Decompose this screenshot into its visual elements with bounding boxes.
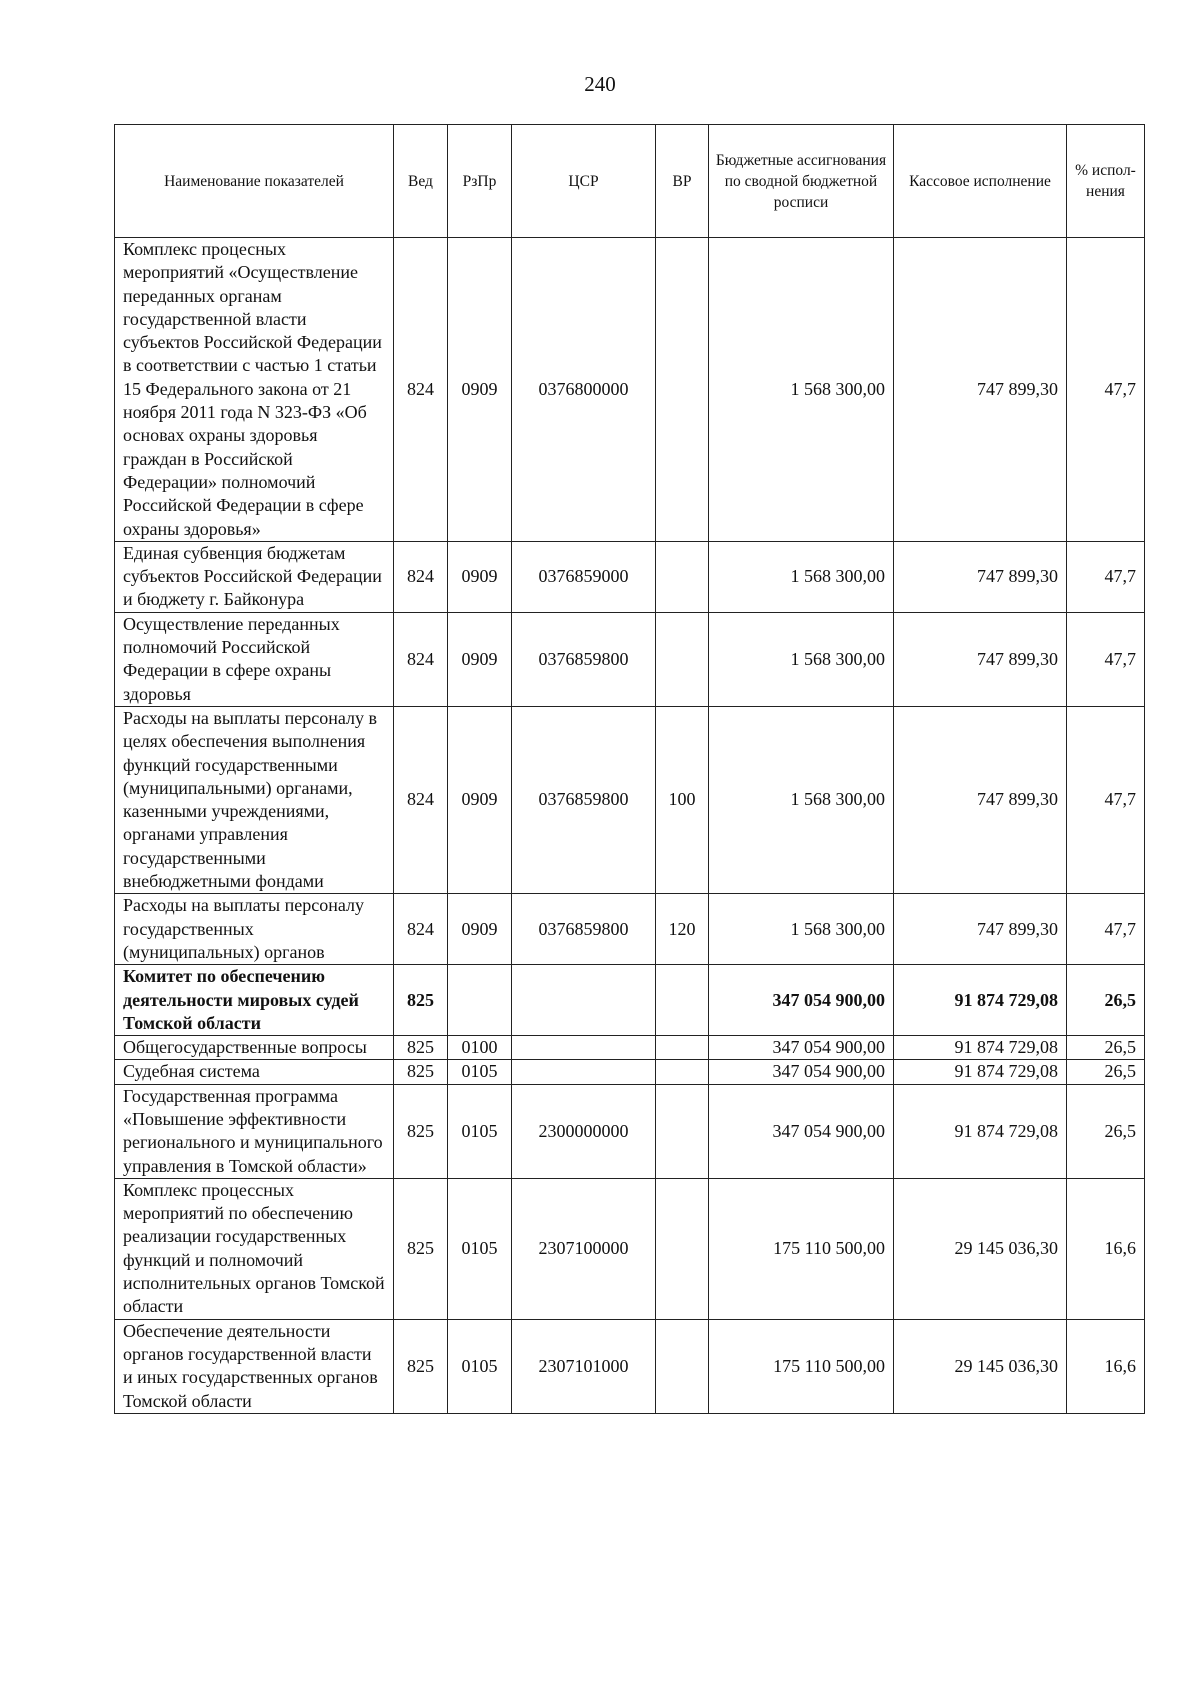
cell-csr xyxy=(512,1060,656,1084)
cell-ved: 824 xyxy=(394,612,448,706)
cell-cash: 747 899,30 xyxy=(894,894,1067,965)
table-row xyxy=(115,1036,1145,1060)
header-rzpr: РзПр xyxy=(448,125,512,238)
table-row xyxy=(115,1178,1145,1319)
cell-csr: 0376859800 xyxy=(512,612,656,706)
cell-cash: 91 874 729,08 xyxy=(894,965,1067,1036)
cell-rzpr: 0105 xyxy=(448,1319,512,1413)
cell-ved: 825 xyxy=(394,1319,448,1413)
cell-csr: 0376859800 xyxy=(512,894,656,965)
cell-name: Комитет по обеспечению деятельности мировых судей Томской области xyxy=(115,965,394,1036)
cell-budget: 347 054 900,00 xyxy=(709,1060,894,1084)
cell-csr: 0376800000 xyxy=(512,238,656,542)
cell-name: Единая субвенция бюджетам субъектов Российской Федерации и бюджету г. Байконура xyxy=(115,541,394,612)
cell-csr xyxy=(512,1036,656,1060)
cell-cash: 747 899,30 xyxy=(894,612,1067,706)
cell-ved: 824 xyxy=(394,238,448,542)
table-row xyxy=(115,541,1145,612)
cell-percent: 47,7 xyxy=(1067,238,1145,542)
cell-name: Государственная программа «Повышение эффективности регионального и муниципального управления в Томской области» xyxy=(115,1084,394,1178)
cell-percent: 47,7 xyxy=(1067,541,1145,612)
cell-percent: 26,5 xyxy=(1067,1060,1145,1084)
cell-vr xyxy=(656,965,709,1036)
cell-csr: 0376859000 xyxy=(512,541,656,612)
cell-ved: 825 xyxy=(394,1060,448,1084)
cell-budget: 1 568 300,00 xyxy=(709,612,894,706)
cell-ved: 825 xyxy=(394,1036,448,1060)
cell-csr xyxy=(512,965,656,1036)
table-row xyxy=(115,238,1145,542)
cell-name: Расходы на выплаты персоналу государственных (муниципальных) органов xyxy=(115,894,394,965)
cell-vr: 100 xyxy=(656,706,709,893)
budget-execution-table xyxy=(114,124,1145,1414)
page-number: 240 xyxy=(584,72,616,96)
cell-rzpr: 0100 xyxy=(448,1036,512,1060)
cell-budget: 1 568 300,00 xyxy=(709,541,894,612)
cell-vr xyxy=(656,612,709,706)
cell-budget: 347 054 900,00 xyxy=(709,1084,894,1178)
cell-name: Комплекс процессных мероприятий по обеспечению реализации государственных функций и полномочий исполнительных органов Томской области xyxy=(115,1178,394,1319)
cell-budget: 347 054 900,00 xyxy=(709,1036,894,1060)
cell-budget: 347 054 900,00 xyxy=(709,965,894,1036)
cell-budget: 1 568 300,00 xyxy=(709,894,894,965)
cell-vr xyxy=(656,541,709,612)
cell-csr: 2300000000 xyxy=(512,1084,656,1178)
cell-name: Осуществление переданных полномочий Российской Федерации в сфере охраны здоровья xyxy=(115,612,394,706)
cell-ved: 825 xyxy=(394,1084,448,1178)
header-percent: % испол-нения xyxy=(1067,125,1145,238)
header-csr: ЦСР xyxy=(512,125,656,238)
cell-budget: 175 110 500,00 xyxy=(709,1178,894,1319)
cell-ved: 824 xyxy=(394,541,448,612)
cell-rzpr: 0105 xyxy=(448,1084,512,1178)
cell-cash: 91 874 729,08 xyxy=(894,1060,1067,1084)
cell-percent: 26,5 xyxy=(1067,1084,1145,1178)
table-row xyxy=(115,706,1145,893)
cell-percent: 26,5 xyxy=(1067,965,1145,1036)
cell-csr: 0376859800 xyxy=(512,706,656,893)
cell-csr: 2307101000 xyxy=(512,1319,656,1413)
table-row xyxy=(115,1319,1145,1413)
cell-vr: 120 xyxy=(656,894,709,965)
table-row xyxy=(115,894,1145,965)
cell-rzpr: 0909 xyxy=(448,706,512,893)
cell-percent: 16,6 xyxy=(1067,1319,1145,1413)
cell-name: Общегосударственные вопросы xyxy=(115,1036,394,1060)
table-header-row xyxy=(115,125,1145,238)
cell-rzpr: 0909 xyxy=(448,238,512,542)
cell-name: Обеспечение деятельности органов государственной власти и иных государственных органов Томской области xyxy=(115,1319,394,1413)
header-ved: Вед xyxy=(394,125,448,238)
table-row xyxy=(115,612,1145,706)
cell-rzpr: 0909 xyxy=(448,894,512,965)
cell-cash: 91 874 729,08 xyxy=(894,1084,1067,1178)
cell-percent: 47,7 xyxy=(1067,706,1145,893)
cell-vr xyxy=(656,1319,709,1413)
cell-rzpr: 0909 xyxy=(448,541,512,612)
cell-percent: 16,6 xyxy=(1067,1178,1145,1319)
table-row xyxy=(115,1060,1145,1084)
cell-csr: 2307100000 xyxy=(512,1178,656,1319)
header-budget: Бюджетные ассигнования по сводной бюджетной росписи xyxy=(709,125,894,238)
cell-cash: 29 145 036,30 xyxy=(894,1319,1067,1413)
table-row xyxy=(115,1084,1145,1178)
cell-cash: 29 145 036,30 xyxy=(894,1178,1067,1319)
header-name: Наименование показателей xyxy=(115,125,394,238)
cell-vr xyxy=(656,1084,709,1178)
cell-percent: 47,7 xyxy=(1067,894,1145,965)
header-cash: Кассовое исполнение xyxy=(894,125,1067,238)
cell-budget: 175 110 500,00 xyxy=(709,1319,894,1413)
cell-name: Судебная система xyxy=(115,1060,394,1084)
cell-vr xyxy=(656,238,709,542)
cell-cash: 747 899,30 xyxy=(894,706,1067,893)
cell-rzpr xyxy=(448,965,512,1036)
cell-name: Комплекс процесных мероприятий «Осуществление переданных органам государственной власти субъектов Российской Федерации в соответствии с частью 1 статьи 15 Федерального закона от 21 ноября 2011 года N 323-ФЗ «Об основах охраны здоровья граждан в Российской Федерации» полномочий Российской Федерации в сфере охраны здоровья» xyxy=(115,238,394,542)
cell-percent: 26,5 xyxy=(1067,1036,1145,1060)
cell-cash: 747 899,30 xyxy=(894,541,1067,612)
cell-ved: 824 xyxy=(394,706,448,893)
cell-vr xyxy=(656,1036,709,1060)
cell-budget: 1 568 300,00 xyxy=(709,238,894,542)
cell-percent: 47,7 xyxy=(1067,612,1145,706)
cell-ved: 825 xyxy=(394,965,448,1036)
cell-cash: 747 899,30 xyxy=(894,238,1067,542)
table-row-total xyxy=(115,965,1145,1036)
header-vr: ВР xyxy=(656,125,709,238)
cell-ved: 825 xyxy=(394,1178,448,1319)
cell-cash: 91 874 729,08 xyxy=(894,1036,1067,1060)
cell-vr xyxy=(656,1178,709,1319)
cell-rzpr: 0105 xyxy=(448,1178,512,1319)
cell-vr xyxy=(656,1060,709,1084)
cell-name: Расходы на выплаты персоналу в целях обеспечения выполнения функций государственными (муниципальными) органами, казенными учреждениями, органами управления государственными внебюджетными фондами xyxy=(115,706,394,893)
cell-budget: 1 568 300,00 xyxy=(709,706,894,893)
cell-rzpr: 0909 xyxy=(448,612,512,706)
cell-rzpr: 0105 xyxy=(448,1060,512,1084)
cell-ved: 824 xyxy=(394,894,448,965)
